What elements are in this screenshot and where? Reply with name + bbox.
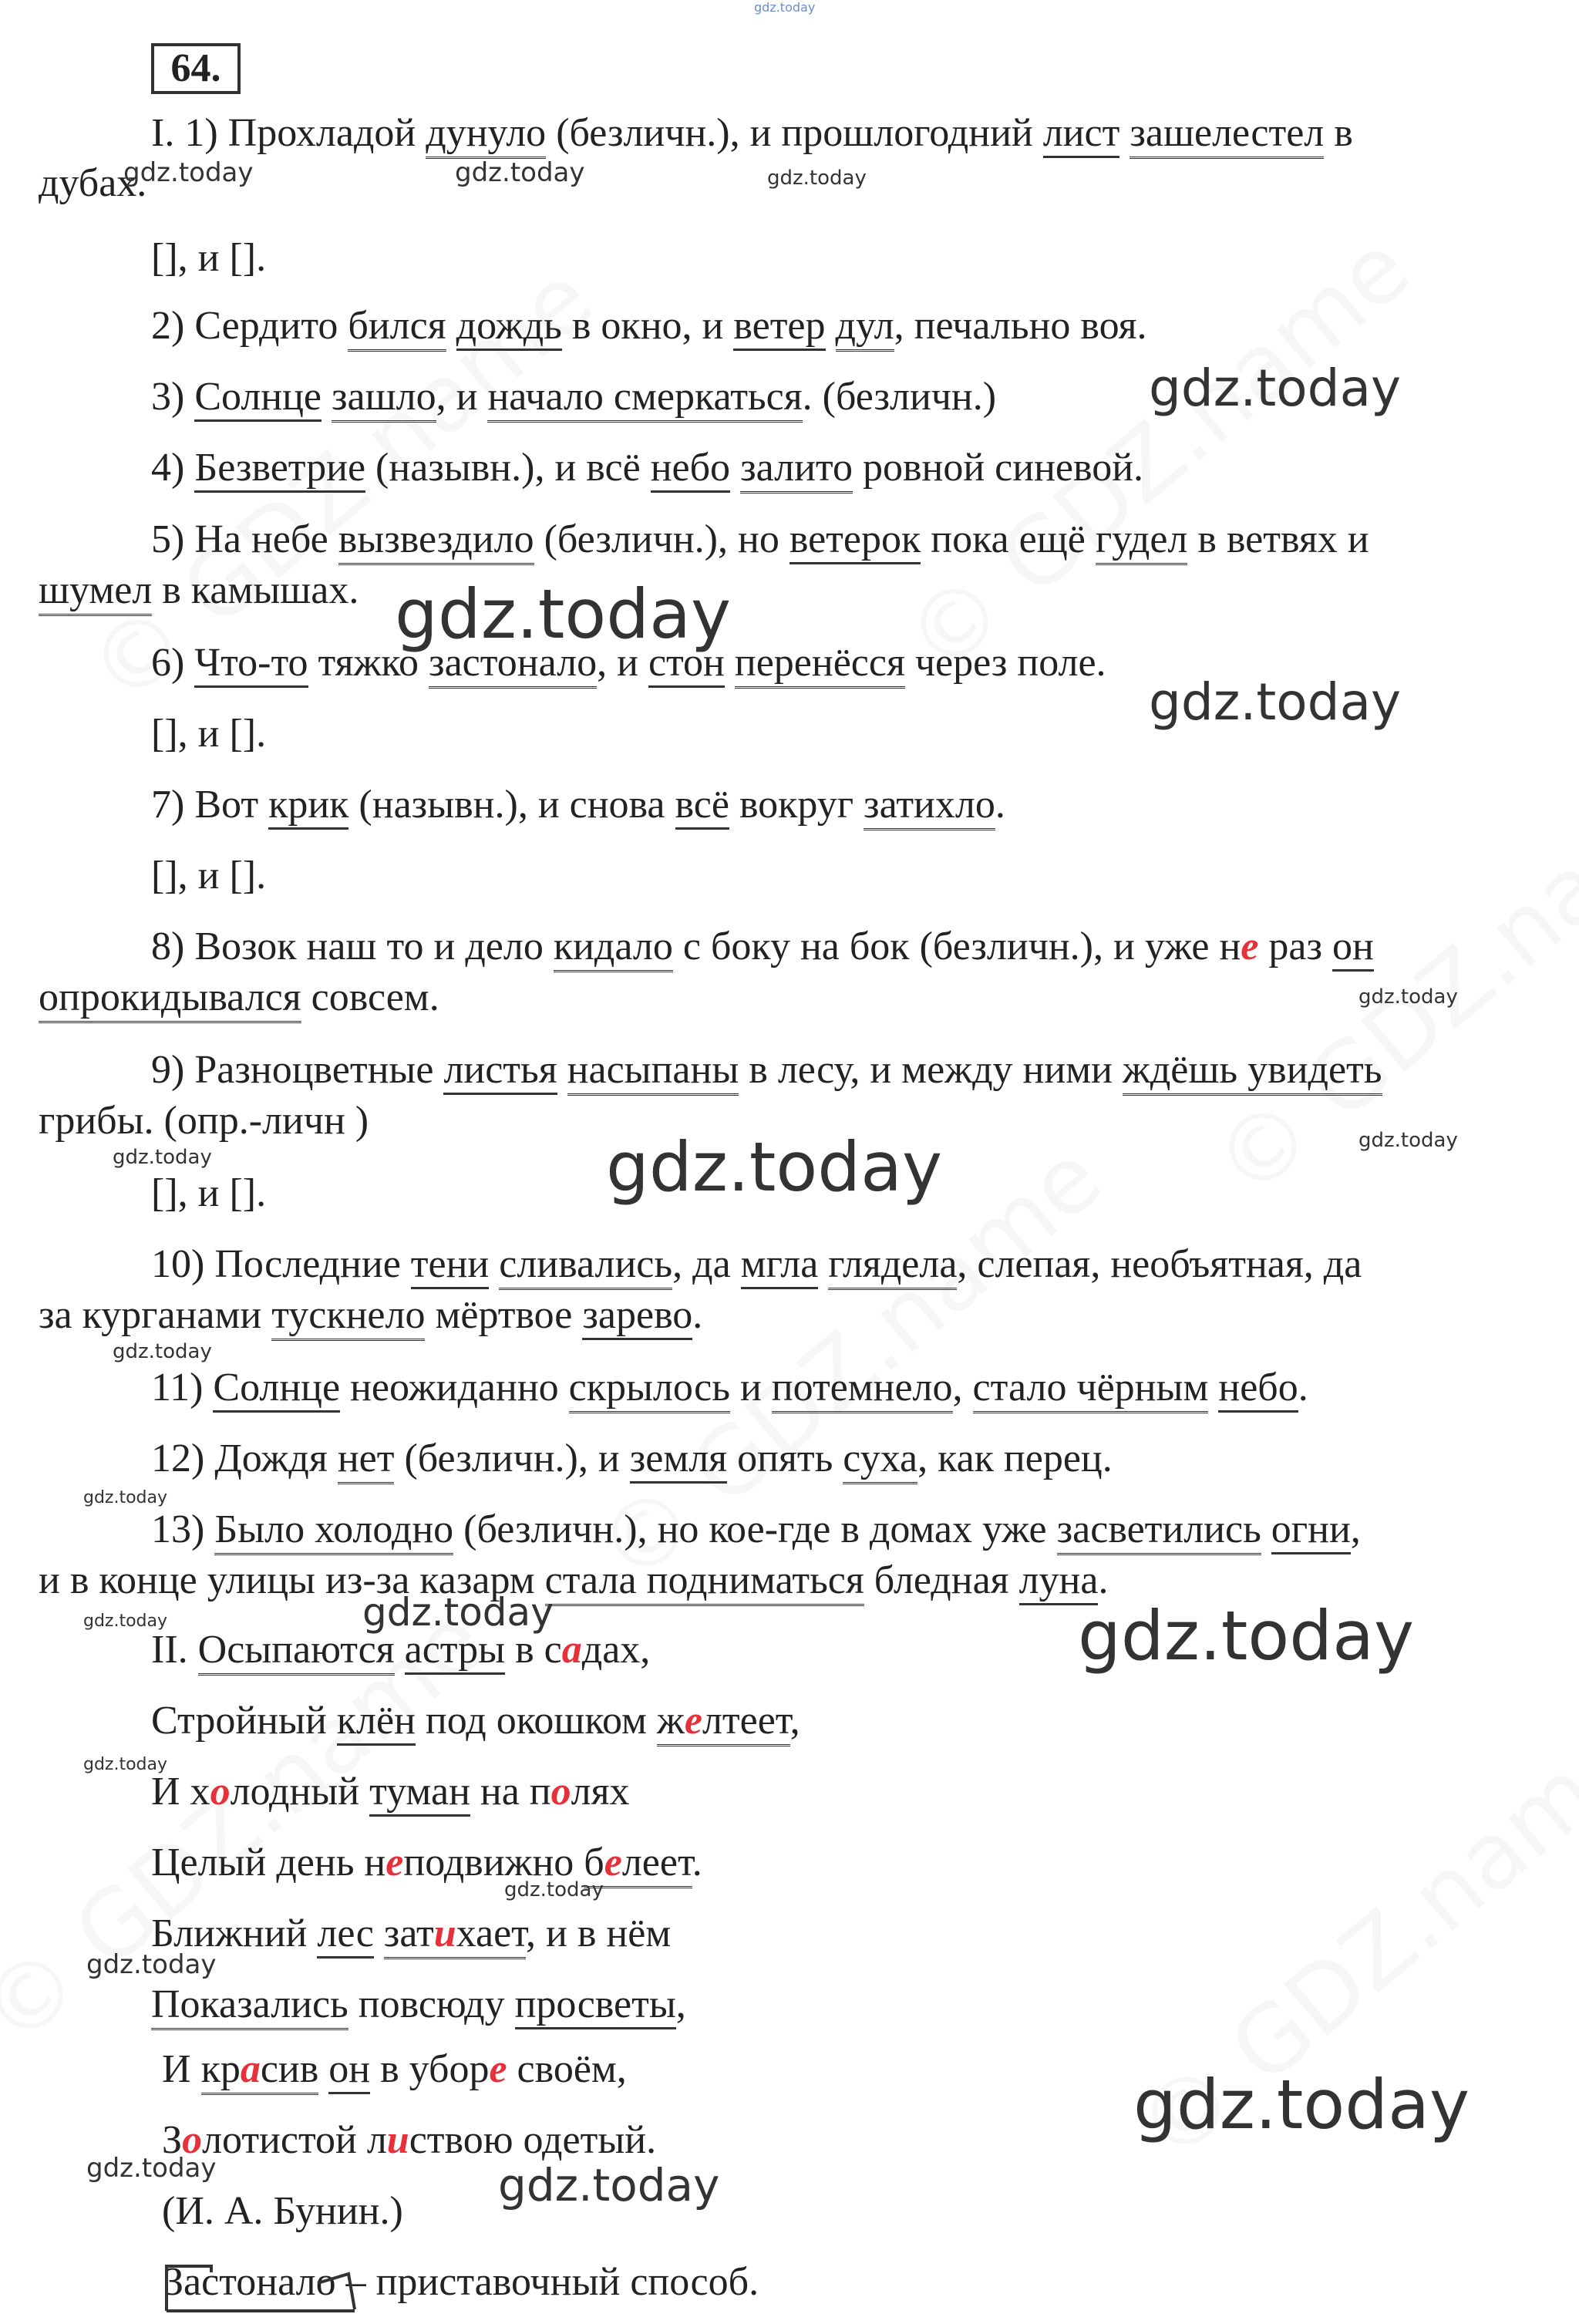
watermark: gdz.today (1078, 1596, 1415, 1676)
word-formation-note: Застонало – приставочный способ. (163, 2259, 759, 2305)
watermark: gdz.today (395, 574, 732, 654)
sentence-12: 12) Дождя нет (безличн.), и земля опять суха, как перец. (151, 1436, 1113, 1482)
watermark: gdz.today (83, 1488, 168, 1507)
watermark: gdz.today (498, 2159, 720, 2211)
sentence-7: 7) Вот крик (назывн.), и снова всё вокруг затихло. (151, 782, 1005, 828)
watermark: gdz.today (504, 1878, 604, 1901)
prefix-mark: Застонало (163, 2260, 346, 2304)
scheme: [], и []. (151, 236, 267, 280)
scheme: [], и []. (151, 1171, 267, 1215)
poem-author: (И. А. Бунин.) (162, 2189, 403, 2233)
watermark: gdz.today (1358, 985, 1458, 1009)
poem-line-1: II. Осыпаются астры в садах, (151, 1627, 650, 1673)
poem-line-7: И красив он в уборе своём, (162, 2046, 627, 2093)
watermark: gdz.today (1149, 672, 1402, 732)
sentence-1: I. 1) Прохладой дунуло (безличн.), и прошлогодний лист зашелестел в (151, 110, 1353, 157)
task-number: 64. (151, 43, 241, 94)
sentence-5-cont: шумел в камышах. (39, 568, 359, 614)
poem-line-2: Стройный клён под окошком желтеет, (151, 1698, 800, 1744)
poem-line-3: И холодный туман на полях (151, 1769, 630, 1815)
sentence-8: 8) Возок наш то и дело кидало с боку на бок (безличн.), и уже не раз он (151, 924, 1374, 970)
watermark: gdz.today (113, 1146, 212, 1169)
sentence-8-cont: опрокидывался совсем. (39, 975, 439, 1021)
poem-line-6: Показались повсюду просветы, (151, 1982, 686, 2028)
watermark: gdz.today (362, 1590, 554, 1635)
sentence-5: 5) На небе вызвездило (безличн.), но ветерок пока ещё гудел в ветвях и (151, 517, 1369, 563)
watermark: gdz.today (1358, 1129, 1458, 1152)
watermark: gdz.today (606, 1127, 943, 1207)
sentence-1-cont: дубах. (39, 161, 147, 205)
watermark: gdz.today (767, 167, 867, 190)
sentence-9-cont: грибы. (опр.-личн ) (39, 1099, 369, 1143)
poem-line-8: Золотистой листвою одетый. (162, 2118, 657, 2162)
watermark: gdz.today (83, 1612, 168, 1631)
sentence-10: 10) Последние тени сливались, да мгла глядела, слепая, необъятная, да (151, 1241, 1362, 1288)
watermark: gdz.today (83, 1755, 168, 1774)
sentence-2: 2) Сердито бился дождь в окно, и ветер дул, печально воя. (151, 303, 1147, 349)
sentence-9: 9) Разноцветные листья насыпаны в лесу, и между ними ждёшь увидеть (151, 1047, 1382, 1093)
watermark: gdz.today (754, 0, 816, 15)
sentence-4: 4) Безветрие (назывн.), и всё небо залито ровной синевой. (151, 445, 1143, 491)
sentence-3: 3) Солнце зашло, и начало смеркаться. (безличн.) (151, 374, 996, 420)
watermark: gdz.today (86, 1949, 217, 1980)
watermark: gdz.today (455, 157, 585, 188)
watermark: gdz.today (123, 157, 254, 188)
sentence-6: 6) Что-то тяжко застонало, и стон перенёсся через поле. (151, 640, 1106, 686)
poem-line-4: Целый день неподвижно белеет. (151, 1840, 702, 1886)
scheme: [], и []. (151, 712, 267, 756)
sentence-11: 11) Солнце неожиданно скрылось и потемнело, стало чёрным небо. (151, 1365, 1308, 1411)
poem-line-5: Ближний лес затихает, и в нём (151, 1911, 671, 1957)
sentence-13: 13) Было холодно (безличн.), но кое-где в домах уже засветились огни, (151, 1507, 1361, 1553)
watermark: gdz.today (1149, 359, 1402, 418)
scheme: [], и []. (151, 854, 267, 898)
watermark: gdz.today (86, 2153, 217, 2184)
sentence-13-cont: и в конце улицы из-за казарм стала подниматься бледная луна. (39, 1558, 1108, 1604)
watermark: gdz.today (113, 1340, 212, 1363)
sentence-10-cont: за курганами тускнело мёртвое зарево. (39, 1292, 702, 1339)
watermark: gdz.today (1133, 2065, 1470, 2144)
